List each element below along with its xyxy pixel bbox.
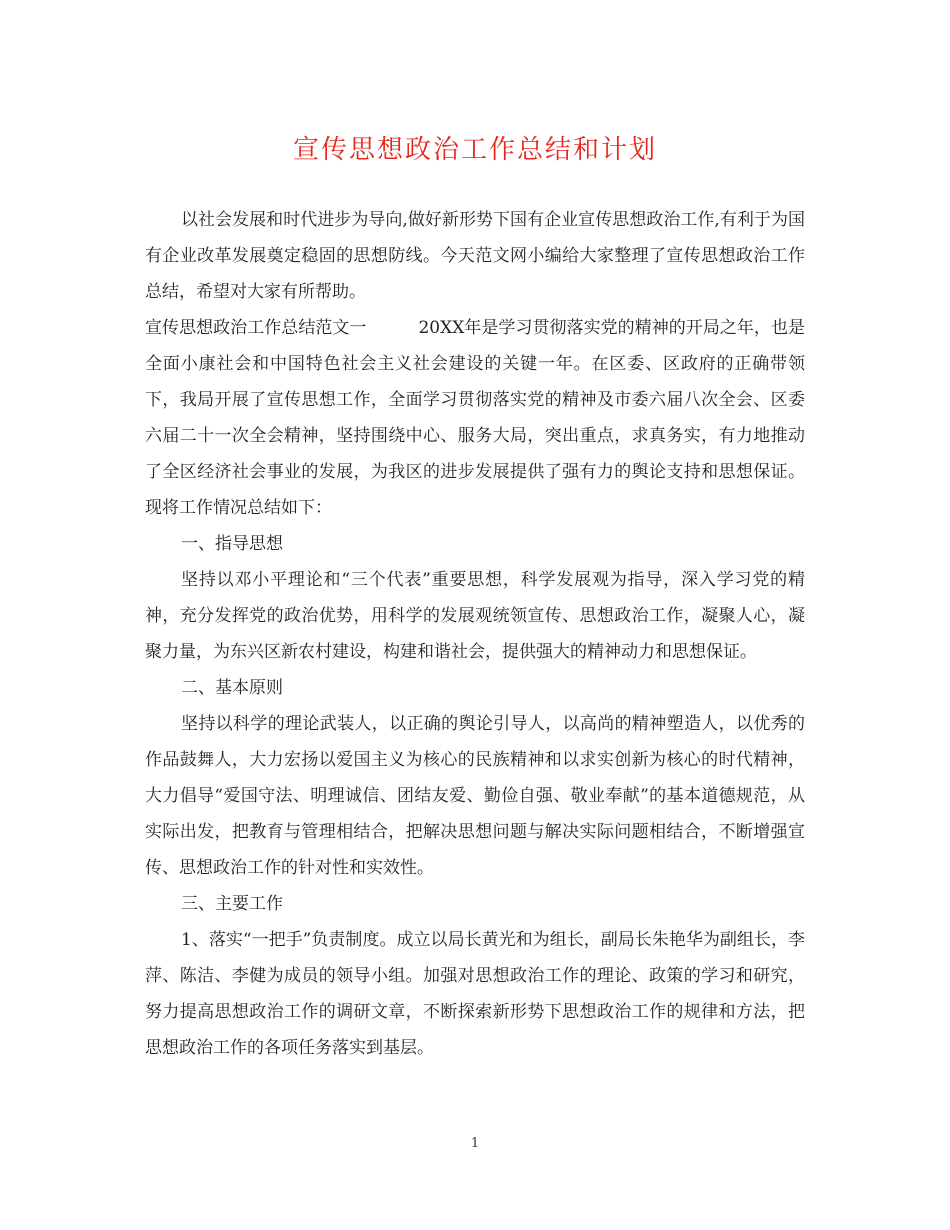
heading-guiding-ideology: 一、指导思想: [181, 534, 283, 554]
paragraph-main-work: 1、落实“一把手”负责制度。成立以局长黄光和为组长，副局长朱艳华为副组长，李萍、陈洁、李健为成员的领导小组。加强对思想政治工作的理论、政策的学习和研究，努力提高思想政治工作的调研文章，不断探索新形势下思想政治工作的规律和方法，把思想政治工作的各项任务落实到基层。: [145, 930, 805, 1058]
document-body: [145, 202, 805, 1066]
paragraph-guiding-ideology: 坚持以邓小平理论和“三个代表”重要思想，科学发展观为指导，深入学习党的精神，充分发挥党的政治优势，用科学的发展观统领宣传、思想政治工作，凝聚人心，凝聚力量，为东兴区新农村建设，构建和谐社会，提供强大的精神动力和思想保证。: [145, 570, 805, 662]
intro-paragraph: 以社会发展和时代进步为导向,做好新形势下国有企业宣传思想政治工作,有利于为国有企业改革发展奠定稳固的思想防线。今天范文网小编给大家整理了宣传思想政治工作总结，希望对大家有所帮助。: [145, 210, 805, 302]
document-title: 宣传思想政治工作总结和计划: [292, 135, 657, 165]
section-opening: 20XX年是学习贯彻落实党的精神的开局之年，也是全面小康社会和中国特色社会主义社会建设的关键一年。在区委、区政府的正确带领下，我局开展了宣传思想工作，全面学习贯彻落实党的精神及市委六届八次全会、区委六届二十一次全会精神，坚持围绕中心、服务大局，突出重点，求真务实，有力地推动了全区经济社会事业的发展，为我区的进步发展提供了强有力的舆论支持和思想保证。现将工作情况总结如下：: [145, 318, 806, 518]
page-number: 1: [470, 1136, 480, 1151]
section-label: 宣传思想政治工作总结范文一: [145, 318, 367, 338]
paragraph-basic-principles: 坚持以科学的理论武装人，以正确的舆论引导人，以高尚的精神塑造人，以优秀的作品鼓舞人，大力宏扬以爱国主义为核心的民族精神和以求实创新为核心的时代精神，大力倡导“爱国守法、明理诚信、团结友爱、勤俭自强、敬业奉献”的基本道德规范，从实际出发，把教育与管理相结合，把解决思想问题与解决实际问题相结合，不断增强宣传、思想政治工作的针对性和实效性。: [145, 714, 805, 878]
section-paragraph: [145, 310, 805, 526]
heading-basic-principles: 二、基本原则: [181, 678, 283, 698]
heading-main-work: 三、主要工作: [181, 894, 283, 914]
